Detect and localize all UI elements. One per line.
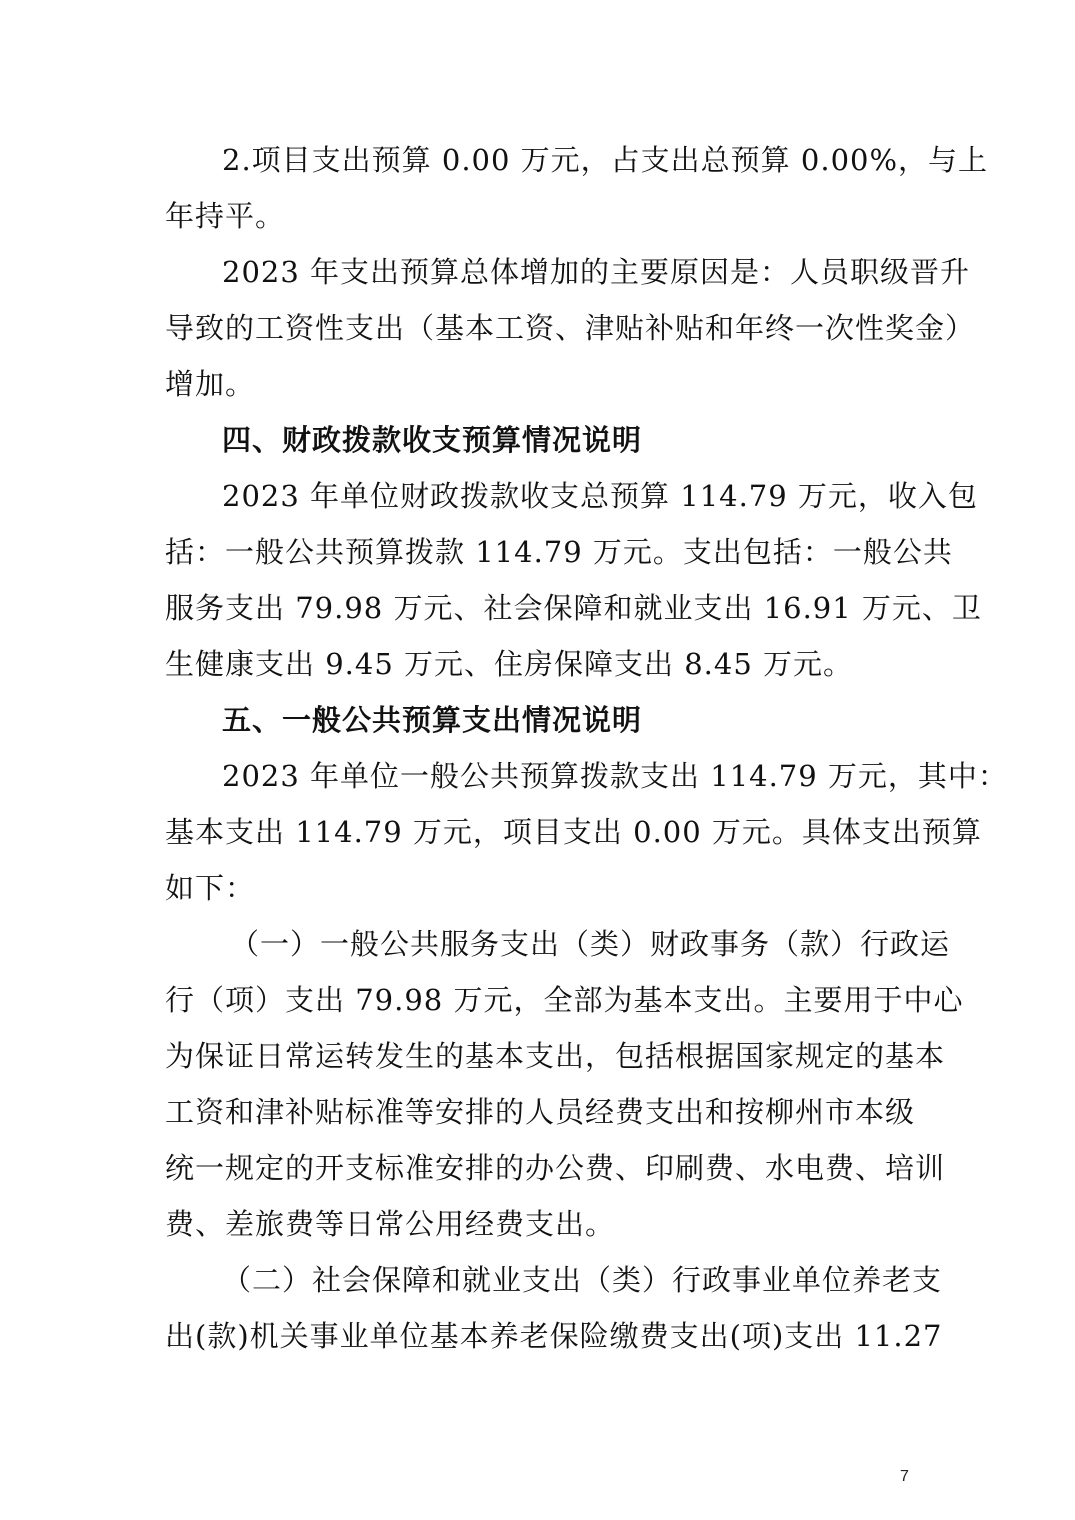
body-text-line: 如下： [165, 871, 256, 905]
body-text-line: 导致的工资性支出（基本工资、津贴补贴和年终一次性奖金） [165, 311, 976, 345]
body-text-line: 行（项）支出 79.98 万元，全部为基本支出。主要用于中心 [165, 983, 964, 1017]
body-text-line: 括：一般公共预算拨款 114.79 万元。支出包括：一般公共 [165, 535, 953, 569]
body-text-line: 出(款)机关事业单位基本养老保险缴费支出(项)支出 11.27 [165, 1319, 943, 1353]
body-text-line: 生健康支出 9.45 万元、住房保障支出 8.45 万元。 [165, 647, 854, 681]
body-text-line: 统一规定的开支标准安排的办公费、印刷费、水电费、培训 [165, 1151, 946, 1185]
body-text-line: 年持平。 [165, 199, 286, 233]
body-text-line: （一）一般公共服务支出（类）财政事务（款）行政运 [230, 927, 951, 961]
body-text-line: 基本支出 114.79 万元，项目支出 0.00 万元。具体支出预算 [165, 815, 982, 849]
body-text-line: 为保证日常运转发生的基本支出，包括根据国家规定的基本 [165, 1039, 946, 1073]
section-heading: 四、财政拨款收支预算情况说明 [222, 423, 643, 457]
body-text-line: 2023 年单位财政拨款收支总预算 114.79 万元，收入包 [222, 479, 978, 513]
body-text-line: 2.项目支出预算 0.00 万元，占支出总预算 0.00%，与上 [222, 143, 989, 177]
page-number: 7 [900, 1468, 909, 1485]
section-heading: 五、一般公共预算支出情况说明 [222, 703, 643, 737]
body-text-line: 2023 年支出预算总体增加的主要原因是：人员职级晋升 [222, 255, 971, 289]
body-text-line: 服务支出 79.98 万元、社会保障和就业支出 16.91 万元、卫 [165, 591, 982, 625]
body-text-line: （二）社会保障和就业支出（类）行政事业单位养老支 [222, 1263, 943, 1297]
body-text-line: 2023 年单位一般公共预算拨款支出 114.79 万元，其中： [222, 759, 1008, 793]
body-text-line: 增加。 [165, 367, 256, 401]
body-text-line: 费、差旅费等日常公用经费支出。 [165, 1207, 616, 1241]
body-text-line: 工资和津补贴标准等安排的人员经费支出和按柳州市本级 [165, 1095, 916, 1129]
